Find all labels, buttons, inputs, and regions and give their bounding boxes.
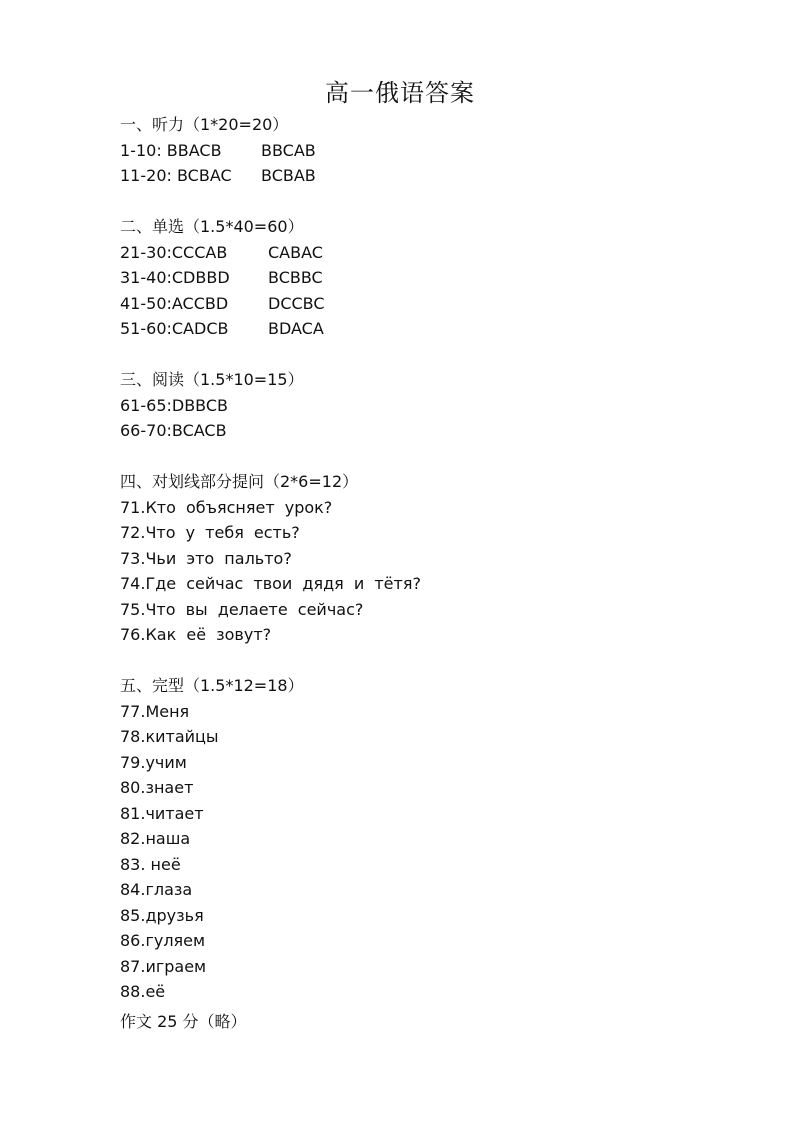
- answer-line: 74.Где сейчас твои дядя и тётя?: [120, 574, 421, 593]
- answer-line: 79.учим: [120, 752, 187, 772]
- answer-row: [120, 265, 740, 291]
- answer-line: 80.знает: [120, 778, 194, 797]
- answer-letters: BDACA: [268, 319, 324, 338]
- answer-content: [120, 112, 740, 1034]
- spacer: [120, 648, 740, 674]
- section-heading-cloze: 五、完型（1.5*12=18）: [120, 676, 304, 695]
- answer-line: 86.гуляем: [120, 931, 206, 950]
- answer-line: 76.Как её зовут?: [120, 625, 272, 644]
- answer-row: [120, 138, 740, 164]
- answer-range: 31-40:CDBBD: [120, 268, 230, 287]
- answer-line: 61-65:DBBCB: [120, 395, 229, 415]
- answer-line: 71.Кто объясняет урок?: [120, 497, 333, 517]
- answer-line: 73.Чьи это пальто?: [120, 548, 292, 568]
- answer-line: 88.её: [120, 982, 166, 1001]
- answer-letters: BCBAB: [261, 166, 316, 185]
- spacer: [120, 342, 740, 368]
- section-heading-single-choice: 二、单选（1.5*40=60）: [120, 217, 304, 236]
- answer-row: [120, 240, 740, 266]
- answer-line: 83. неё: [120, 854, 181, 874]
- answer-row: [120, 163, 740, 189]
- answer-range: 51-60:CADCB: [120, 319, 229, 338]
- answer-range: 41-50:ACCBD: [120, 293, 229, 313]
- answer-range: 21-30:CCCAB: [120, 242, 228, 262]
- answer-line: 85.друзья: [120, 905, 204, 925]
- answer-letters: DCCBC: [268, 293, 325, 313]
- answer-letters: BCBBC: [268, 268, 323, 287]
- answer-line: 81.читает: [120, 803, 204, 823]
- answer-line: 87.играем: [120, 956, 207, 976]
- answer-line: 66-70:BCACB: [120, 421, 227, 440]
- answer-line: 84.глаза: [120, 880, 193, 899]
- answer-line: 75.Что вы делаете сейчас?: [120, 599, 364, 619]
- essay-note: 作文 25 分（略）: [120, 1011, 247, 1031]
- spacer: [120, 444, 740, 470]
- answer-range: 11-20: BCBAC: [120, 166, 232, 185]
- page-title: 高一俄语答案: [325, 79, 475, 107]
- section-heading-listening: 一、听力（1*20=20）: [120, 115, 289, 134]
- answer-letters: BBCAB: [261, 140, 316, 160]
- answer-line: 77.Меня: [120, 701, 190, 721]
- spacer: [120, 189, 740, 215]
- answer-row: [120, 316, 740, 342]
- answer-line: 78.китайцы: [120, 727, 219, 746]
- section-heading-questions: 四、对划线部分提问（2*6=12）: [120, 472, 359, 491]
- answer-line: 72.Что у тебя есть?: [120, 523, 300, 542]
- answer-line: 82.наша: [120, 829, 191, 848]
- answer-range: 1-10: BBACB: [120, 140, 222, 160]
- answer-letters: CABAC: [268, 242, 323, 262]
- answer-row: [120, 291, 740, 317]
- section-heading-reading: 三、阅读（1.5*10=15）: [120, 370, 304, 389]
